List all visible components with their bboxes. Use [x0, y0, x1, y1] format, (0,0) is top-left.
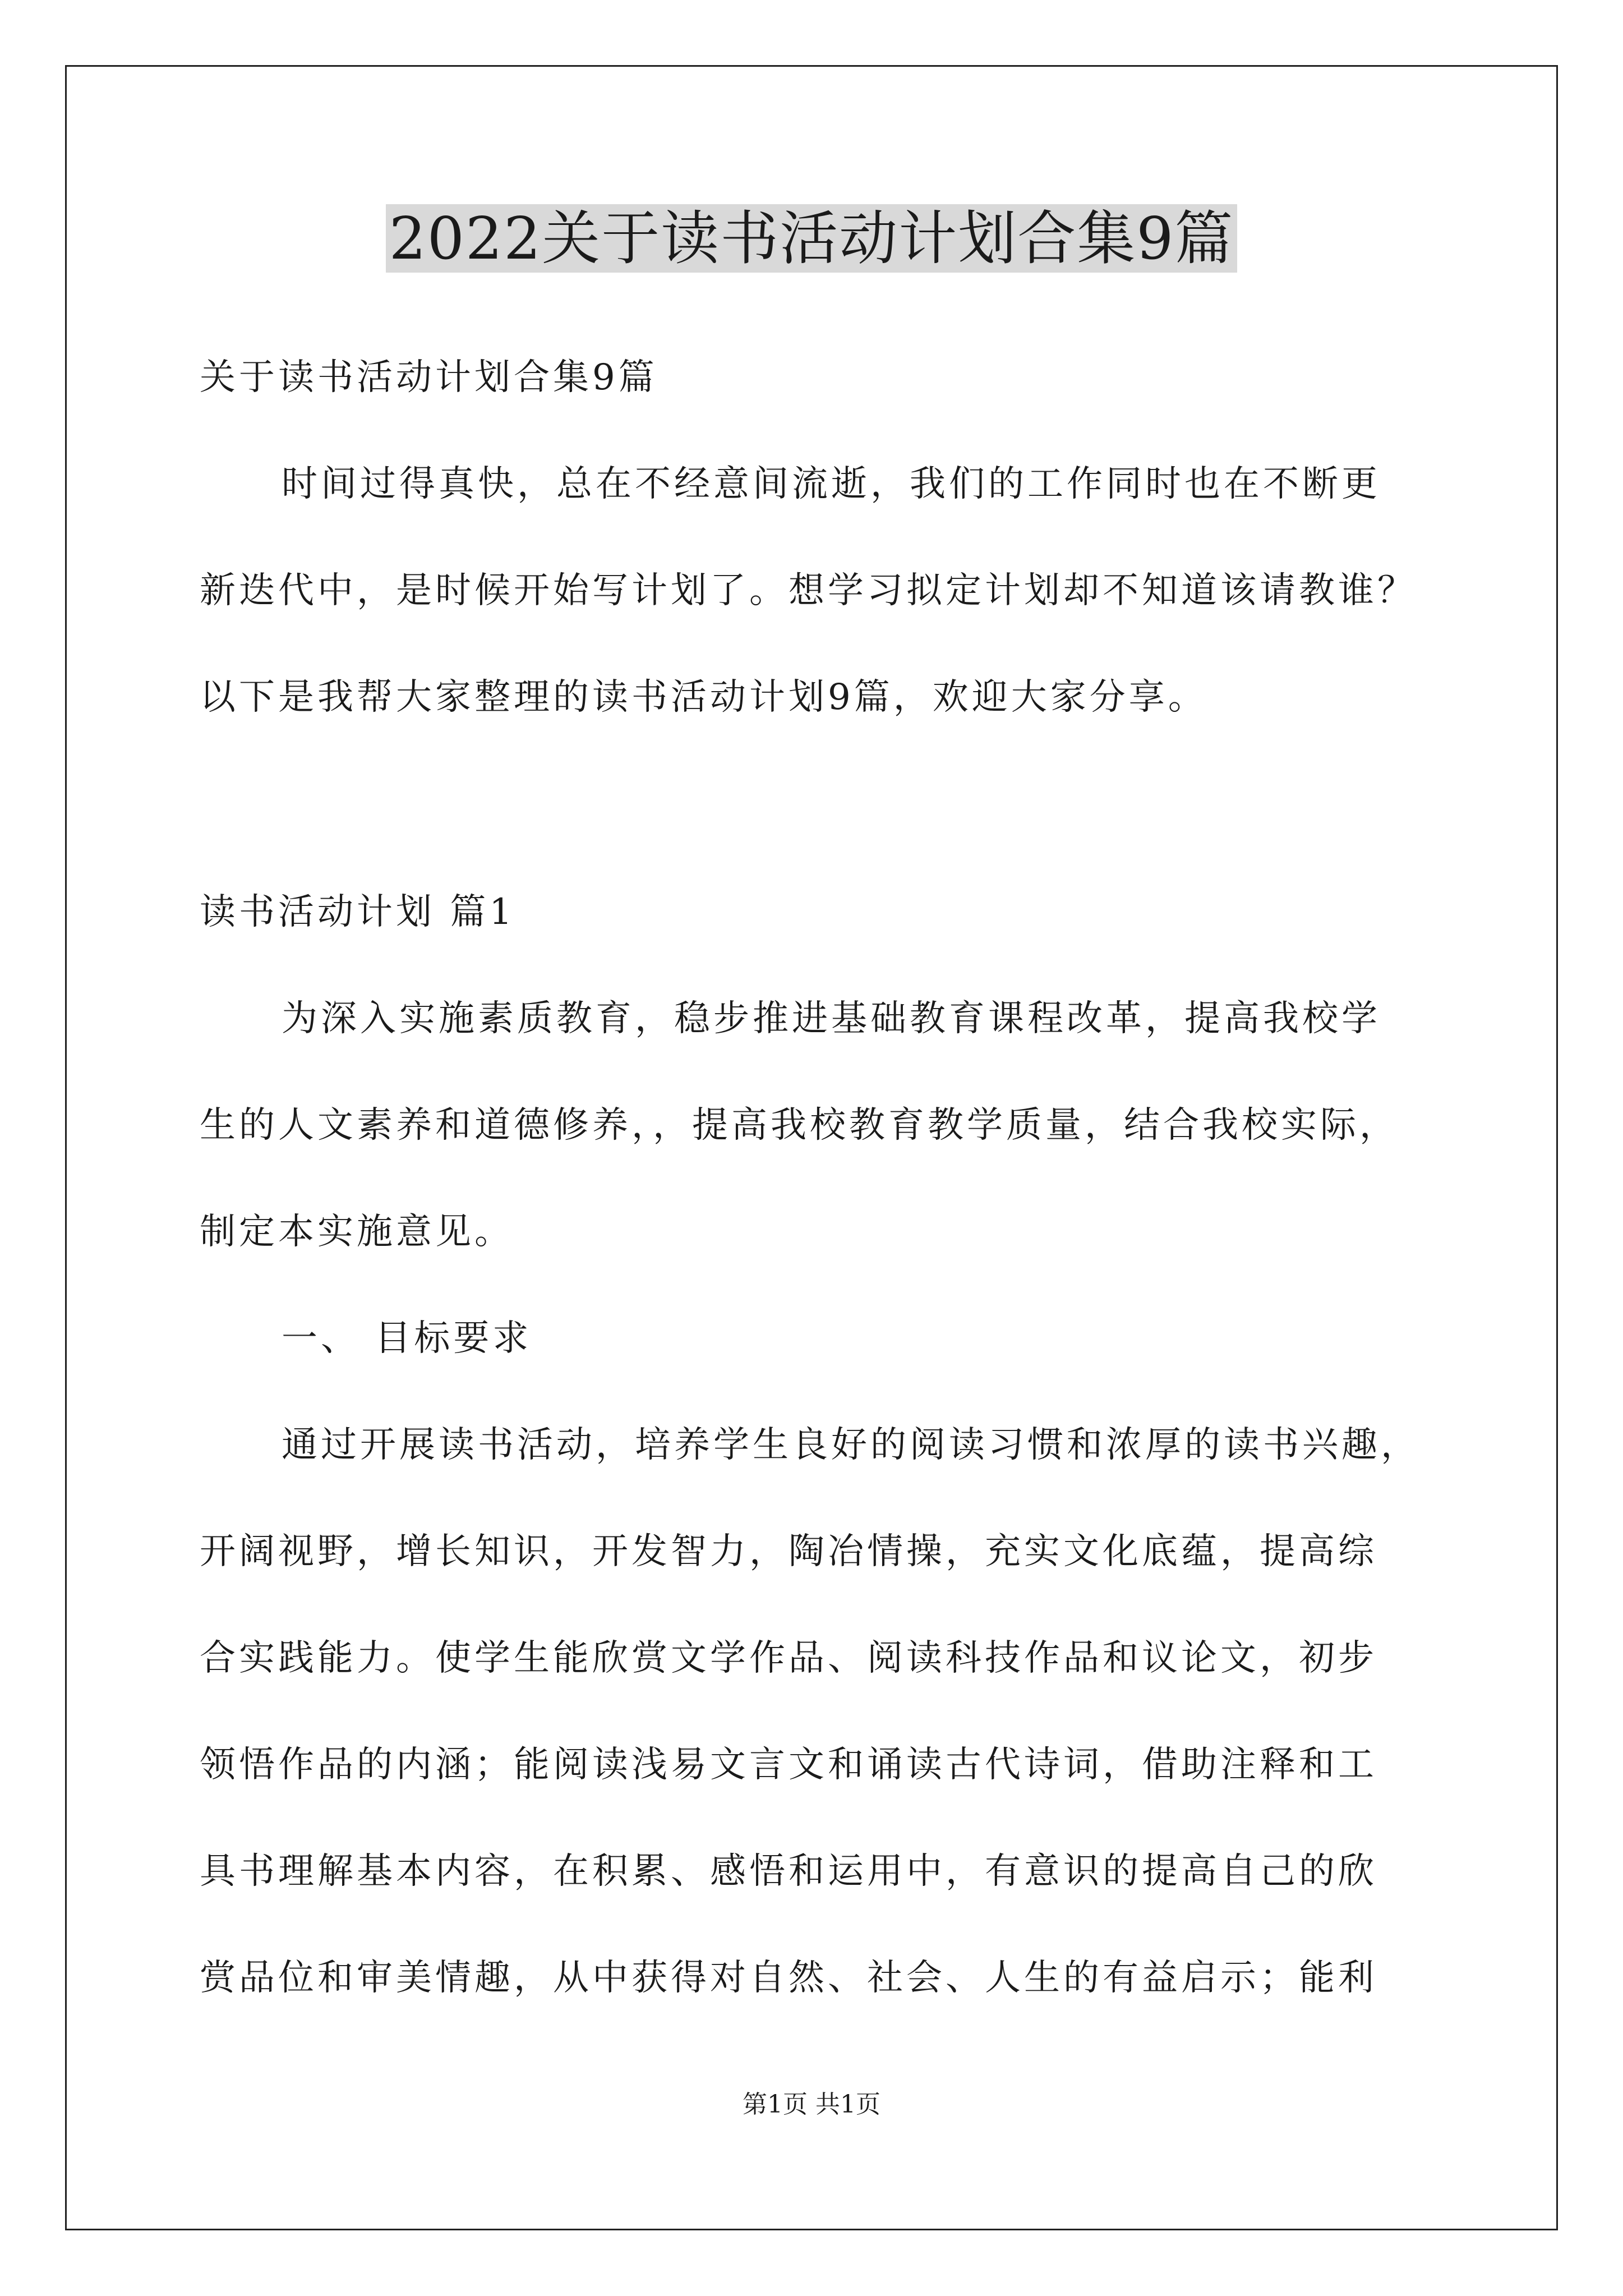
intro-line: 新迭代中，是时候开始写计划了。想学习拟定计划却不知道该请教谁？: [200, 570, 1417, 611]
paragraph-line: 生的人文素养和道德修养，，提高我校教育教学质量，结合我校实际，: [200, 1105, 1399, 1146]
paragraph-line: 开阔视野，增长知识，开发智力，陶冶情操，充实文化底蕴，提高综: [200, 1531, 1377, 1572]
document-title-text: 2022关于读书活动计划合集9篇: [386, 204, 1238, 273]
paragraph-line: 赏品位和审美情趣，从中获得对自然、社会、人生的有益启示；能利: [200, 1957, 1377, 1999]
paragraph-line: 合实践能力。使学生能欣赏文学作品、阅读科技作品和议论文，初步: [200, 1637, 1377, 1679]
section-heading: 读书活动计划 篇1: [200, 891, 516, 933]
intro-line: 以下是我帮大家整理的读书活动计划9篇，欢迎大家分享。: [200, 677, 1207, 718]
document-subtitle: 关于读书活动计划合集9篇: [200, 357, 658, 398]
paragraph-line: 为深入实施素质教育，稳步推进基础教育课程改革，提高我校学: [282, 998, 1381, 1039]
paragraph-line: 通过开展读书活动，培养学生良好的阅读习惯和浓厚的读书兴趣，: [282, 1424, 1420, 1466]
intro-line: 时间过得真快，总在不经意间流逝，我们的工作同时也在不断更: [282, 463, 1381, 505]
paragraph-line: 领悟作品的内涵；能阅读浅易文言文和诵读古代诗词，借助注释和工: [200, 1744, 1377, 1786]
paragraph-line: 具书理解基本内容，在积累、感悟和运用中，有意识的提高自己的欣: [200, 1851, 1377, 1892]
subsection-heading: 一、 目标要求: [282, 1318, 532, 1359]
paragraph-line: 制定本实施意见。: [200, 1211, 514, 1253]
page-number-footer: 第1页 共1页: [743, 2090, 880, 2119]
document-title: [0, 199, 1623, 278]
